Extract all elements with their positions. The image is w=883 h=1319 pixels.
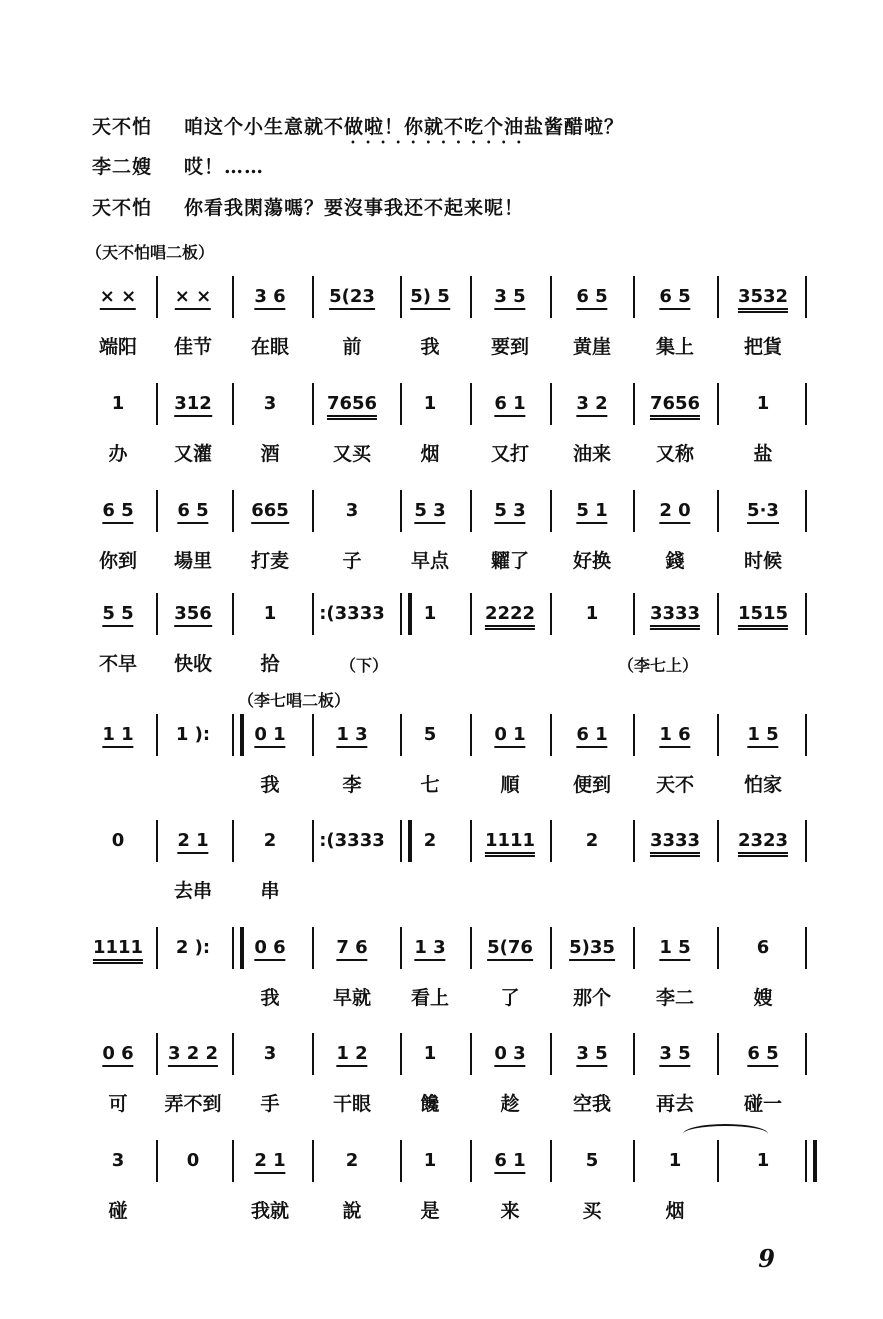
lyric-syllable: 看上 <box>410 987 450 1009</box>
barline <box>550 490 552 532</box>
lyric-syllable: 打麦 <box>250 550 290 572</box>
note-group: 2 <box>263 830 277 851</box>
lyric-syllable: 又打 <box>490 443 530 465</box>
lyric-syllable: 我 <box>260 987 280 1009</box>
note-group: 1 2 <box>336 1043 367 1067</box>
double-barline <box>232 927 244 969</box>
lyric-syllable: 再去 <box>655 1093 695 1115</box>
lyric-syllable: 趁 <box>500 1093 520 1115</box>
lyric-syllable: 可 <box>108 1093 128 1115</box>
barline <box>232 1033 234 1075</box>
note-group: 3 <box>263 1043 277 1064</box>
note-group: 1 <box>263 603 277 624</box>
lyric-syllable: 端阳 <box>98 336 138 358</box>
stage-direction-enter: （李七上） <box>618 656 699 675</box>
note-group: 7656 <box>650 393 700 420</box>
note-group: 0 <box>111 830 125 851</box>
note-group: 6 1 <box>494 1150 525 1174</box>
note-group: 1 3 <box>336 724 367 748</box>
barline <box>633 490 635 532</box>
note-group: 2 <box>585 830 599 851</box>
double-barline <box>400 593 412 635</box>
note-group: 5·3 <box>747 500 779 524</box>
barline <box>156 593 158 635</box>
note-group: :(3333 <box>319 603 385 624</box>
barline <box>717 714 719 756</box>
stage-direction-sing1: （天不怕唱二板） <box>86 243 215 262</box>
note-group: 1111 <box>485 830 535 857</box>
lyric-syllable: 在眼 <box>250 336 290 358</box>
dialogue-line-3 <box>92 193 524 220</box>
note-group: 2222 <box>485 603 535 630</box>
barline <box>717 593 719 635</box>
note-group: 3 2 <box>576 393 607 417</box>
lyric-syllable: 烟 <box>420 443 440 465</box>
lyric-syllable: 饞 <box>420 1093 440 1115</box>
note-group: 312 <box>174 393 212 417</box>
barline <box>470 1033 472 1075</box>
note-group: 3333 <box>650 603 700 630</box>
barline <box>633 927 635 969</box>
lyric-syllable: 我就 <box>250 1200 290 1222</box>
lyric-syllable: 怕家 <box>743 774 783 796</box>
barline <box>400 490 402 532</box>
lyric-syllable: 說 <box>342 1200 362 1222</box>
barline <box>400 276 402 318</box>
note-group: 1 1 <box>102 724 133 748</box>
barline <box>156 276 158 318</box>
barline <box>470 1140 472 1182</box>
barline <box>156 927 158 969</box>
lyric-syllable: 把貨 <box>743 336 783 358</box>
note-group: 3532 <box>738 286 788 313</box>
note-group: 5 1 <box>576 500 607 524</box>
barline <box>470 490 472 532</box>
lyric-syllable: 又称 <box>655 443 695 465</box>
note-group: 2 1 <box>177 830 208 854</box>
barline <box>717 383 719 425</box>
lyric-syllable: 我 <box>420 336 440 358</box>
stage-direction-exit: （下） <box>340 656 389 675</box>
double-barline <box>805 1140 817 1182</box>
lyric-syllable: 烟 <box>665 1200 685 1222</box>
note-group: 5 5 <box>102 603 133 627</box>
note-group: 5 3 <box>494 500 525 524</box>
barline <box>312 490 314 532</box>
note-group: 1 <box>111 393 125 414</box>
barline <box>232 820 234 862</box>
note-group: 3333 <box>650 830 700 857</box>
note-group: 5(76 <box>487 937 533 961</box>
barline <box>156 490 158 532</box>
barline <box>717 1140 719 1182</box>
note-group: 6 5 <box>747 1043 778 1067</box>
lyric-syllable: 李二 <box>655 987 695 1009</box>
barline <box>232 1140 234 1182</box>
lyric-syllable: 你到 <box>98 550 138 572</box>
lyric-syllable: 早就 <box>332 987 372 1009</box>
note-group: 3 2 2 <box>168 1043 218 1067</box>
barline <box>550 820 552 862</box>
lyric-syllable: 嫂 <box>753 987 773 1009</box>
lyric-syllable: 七 <box>420 774 440 796</box>
lyric-syllable: 时候 <box>743 550 783 572</box>
lyric-syllable: 子 <box>342 550 362 572</box>
note-group: 5 <box>423 724 437 745</box>
note-group: 0 1 <box>254 724 285 748</box>
lyric-syllable: 不早 <box>98 653 138 675</box>
lyric-syllable: 我 <box>260 774 280 796</box>
lyric-syllable: 又灌 <box>173 443 213 465</box>
barline <box>470 927 472 969</box>
barline <box>470 714 472 756</box>
note-group: 1 <box>585 603 599 624</box>
note-group: 2 1 <box>254 1150 285 1174</box>
lyric-syllable: 又买 <box>332 443 372 465</box>
note-group: 3 5 <box>659 1043 690 1067</box>
barline <box>805 927 807 969</box>
note-group: 1 ): <box>175 724 211 745</box>
lyric-syllable: 干眼 <box>332 1093 372 1115</box>
lyric-syllable: 黄崖 <box>572 336 612 358</box>
barline <box>633 383 635 425</box>
note-group: 3 5 <box>576 1043 607 1067</box>
barline <box>805 383 807 425</box>
lyric-syllable: 順 <box>500 774 520 796</box>
note-group: 7656 <box>327 393 377 420</box>
note-group: 1 5 <box>747 724 778 748</box>
barline <box>550 593 552 635</box>
note-group: 3 6 <box>254 286 285 310</box>
lyric-syllable: 油来 <box>572 443 612 465</box>
dialogue-text: 咱这个小生意就不做啦！你就不吃个油盐酱醋啦？ <box>184 116 625 138</box>
barline <box>156 1140 158 1182</box>
barline <box>232 276 234 318</box>
lyric-syllable: 快收 <box>173 653 213 675</box>
lyric-syllable: 場里 <box>173 550 213 572</box>
barline <box>400 714 402 756</box>
barline <box>232 593 234 635</box>
lyric-syllable: 是 <box>420 1200 440 1222</box>
note-group: 1 3 <box>414 937 445 961</box>
note-group: 1111 <box>93 937 143 964</box>
barline <box>633 1033 635 1075</box>
lyric-syllable: 空我 <box>572 1093 612 1115</box>
lyric-syllable: 去串 <box>173 880 213 902</box>
barline <box>633 714 635 756</box>
barline <box>156 820 158 862</box>
note-group: 3 <box>263 393 277 414</box>
speaker-name: 李二嫂 <box>92 156 153 178</box>
barline <box>805 714 807 756</box>
note-group: 5 <box>585 1150 599 1171</box>
note-group: 2 <box>345 1150 359 1171</box>
note-group: 5)35 <box>569 937 615 961</box>
note-group: 3 <box>345 500 359 521</box>
barline <box>232 490 234 532</box>
lyric-syllable: 碰 <box>108 1200 128 1222</box>
note-group: 3 <box>111 1150 125 1171</box>
stage-direction-sing2: （李七唱二板） <box>238 691 351 710</box>
lyric-syllable: 弄不到 <box>164 1093 222 1115</box>
note-group: 6 1 <box>576 724 607 748</box>
lyric-syllable: 酒 <box>260 443 280 465</box>
barline <box>312 383 314 425</box>
lyric-syllable: 办 <box>108 443 128 465</box>
note-group: 1 <box>423 393 437 414</box>
note-group: 5 3 <box>414 500 445 524</box>
barline <box>312 1033 314 1075</box>
note-group: 6 5 <box>576 286 607 310</box>
barline <box>470 383 472 425</box>
lyric-syllable: 要到 <box>490 336 530 358</box>
lyric-syllable: 手 <box>260 1093 280 1115</box>
tie-mark <box>683 1124 768 1144</box>
note-group: 3 5 <box>494 286 525 310</box>
dialogue-line-2 <box>92 152 264 179</box>
lyric-syllable: 拾 <box>260 653 280 675</box>
barline <box>312 714 314 756</box>
note-group: 7 6 <box>336 937 367 961</box>
lyric-syllable: 串 <box>260 880 280 902</box>
note-group: 1 <box>668 1150 682 1171</box>
barline <box>312 927 314 969</box>
note-group: 6 5 <box>177 500 208 524</box>
dialogue-line-1 <box>92 112 624 139</box>
barline <box>156 714 158 756</box>
lyric-syllable: 便到 <box>572 774 612 796</box>
barline <box>550 714 552 756</box>
note-group: 665 <box>251 500 289 524</box>
barline <box>633 276 635 318</box>
note-group: 0 6 <box>254 937 285 961</box>
note-group: 6 5 <box>102 500 133 524</box>
note-group: 0 1 <box>494 724 525 748</box>
double-barline <box>232 714 244 756</box>
barline <box>470 593 472 635</box>
note-group: 1 <box>756 1150 770 1171</box>
note-group: 6 <box>756 937 770 958</box>
lyric-syllable: 天不 <box>655 774 695 796</box>
barline <box>633 820 635 862</box>
note-group: 0 6 <box>102 1043 133 1067</box>
barline <box>550 927 552 969</box>
barline <box>156 1033 158 1075</box>
barline <box>550 276 552 318</box>
note-group: 1 <box>423 1043 437 1064</box>
barline <box>312 1140 314 1182</box>
note-group: × × <box>175 286 211 310</box>
note-group: 6 1 <box>494 393 525 417</box>
speaker-name: 天不怕 <box>92 116 153 138</box>
note-group: 1515 <box>738 603 788 630</box>
note-group: 2323 <box>738 830 788 857</box>
double-barline <box>400 820 412 862</box>
speaker-name: 天不怕 <box>92 197 153 219</box>
lyric-syllable: 好换 <box>572 550 612 572</box>
lyric-syllable: 那个 <box>572 987 612 1009</box>
barline <box>717 1033 719 1075</box>
lyric-syllable: 佳节 <box>173 336 213 358</box>
note-group: 5(23 <box>329 286 375 310</box>
lyric-syllable: 早点 <box>410 550 450 572</box>
emphasis-dots: • • • • • • • • • • • • <box>350 138 525 149</box>
barline <box>805 820 807 862</box>
barline <box>805 490 807 532</box>
barline <box>550 1140 552 1182</box>
note-group: 0 <box>186 1150 200 1171</box>
barline <box>550 1033 552 1075</box>
note-group: 1 <box>423 1150 437 1171</box>
barline <box>156 383 158 425</box>
dialogue-text: 你看我閑蕩嗎？要沒事我还不起来呢！ <box>184 197 525 219</box>
lyric-syllable: 錢 <box>665 550 685 572</box>
barline <box>805 276 807 318</box>
barline <box>400 927 402 969</box>
barline <box>400 1033 402 1075</box>
note-group: 1 6 <box>659 724 690 748</box>
barline <box>717 820 719 862</box>
barline <box>312 820 314 862</box>
barline <box>633 593 635 635</box>
note-group: 1 <box>423 603 437 624</box>
note-group: 1 <box>756 393 770 414</box>
lyric-syllable: 李 <box>342 774 362 796</box>
barline <box>717 276 719 318</box>
barline <box>805 1033 807 1075</box>
barline <box>400 1140 402 1182</box>
barline <box>470 820 472 862</box>
lyric-syllable: 集上 <box>655 336 695 358</box>
barline <box>633 1140 635 1182</box>
barline <box>400 383 402 425</box>
barline <box>312 276 314 318</box>
note-group: 356 <box>174 603 212 627</box>
note-group: :(3333 <box>319 830 385 851</box>
lyric-syllable: 碰一 <box>743 1093 783 1115</box>
page-number: 9 <box>758 1244 775 1273</box>
dialogue-text: 哎！…… <box>184 156 265 178</box>
lyric-syllable: 了 <box>500 987 520 1009</box>
note-group: 2 ): <box>175 937 211 958</box>
note-group: 0 3 <box>494 1043 525 1067</box>
barline <box>805 593 807 635</box>
note-group: 5) 5 <box>410 286 450 310</box>
barline <box>717 490 719 532</box>
lyric-syllable: 前 <box>342 336 362 358</box>
note-group: × × <box>100 286 136 310</box>
barline <box>550 383 552 425</box>
lyric-syllable: 来 <box>500 1200 520 1222</box>
note-group: 2 <box>423 830 437 851</box>
note-group: 2 0 <box>659 500 690 524</box>
barline <box>312 593 314 635</box>
barline <box>470 276 472 318</box>
note-group: 1 5 <box>659 937 690 961</box>
barline <box>232 383 234 425</box>
lyric-syllable: 盐 <box>753 443 773 465</box>
lyric-syllable: 糶了 <box>490 550 530 572</box>
lyric-syllable: 买 <box>582 1200 602 1222</box>
note-group: 6 5 <box>659 286 690 310</box>
barline <box>717 927 719 969</box>
